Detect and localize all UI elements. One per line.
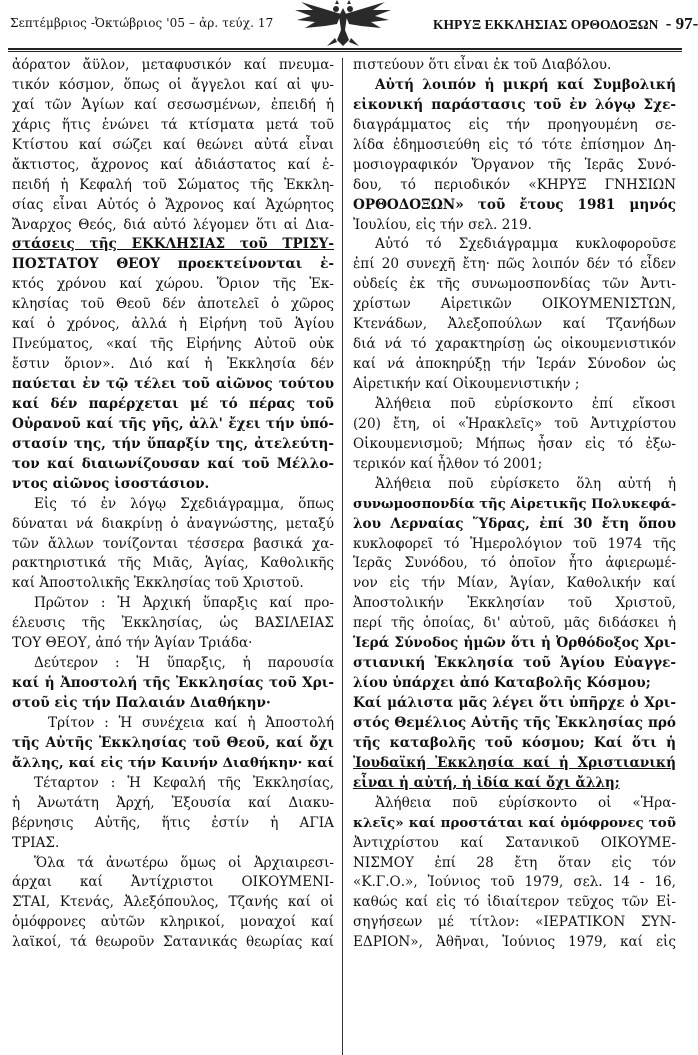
text-line: παύεται ἐν τῷ τέλει τοῦ αἰῶνος τούτου — [12, 376, 334, 392]
text-line: Αὐτή λοιπόν ἡ μικρή καί Συμβολική — [375, 76, 676, 93]
text-line: καθώς καί εἰς τό ἰδιαίτερον τεῦχος τῶν Εἰ- — [353, 894, 676, 911]
text-line: ΤΡΙΑΣ. — [12, 834, 60, 851]
text-line: Ἀλήθεια ποῦ εὑρίσκοντο οἱ «Ἡρα- — [375, 794, 676, 811]
text-line: καί νά ἀποκηρύξῃ τήν Ἱεράν Σύνοδον ὡς — [353, 356, 676, 373]
text-line: διαγράμματος εἰς τήν προηγουμένη σε- — [353, 116, 676, 133]
text-line: Οἰκουμενισμοῦ; Μήπως ἦσαν εἰς τό ἐξω- — [353, 435, 676, 452]
text-line: ΤΟΥ ΘΕΟΥ, ἀπό τήν Ἁγίαν Τριάδα· — [12, 635, 253, 652]
right-column — [353, 56, 676, 953]
text-line: διά νά τό χαρακτηρίσῃ ὡς οἰκουμενιστικόν — [353, 336, 676, 353]
text-line: τῆς καταβολῆς τοῦ κόσμου; Καί ὅτι ἡ — [353, 734, 676, 751]
text-line: οὐδείς ἐκ τῆς συνωμοσπονδίας τῶν Ἀντι- — [353, 276, 676, 293]
page-header — [0, 0, 698, 50]
text-line: κλησίας τοῦ Θεοῦ δέν ἀποτελεῖ ὁ χῶρος — [12, 296, 334, 313]
text-line: σίας εἶναι Αὐτός ὁ Ἄχρονος καί Ἀχώρητος — [12, 196, 334, 213]
text-line: Καί μάλιστα μᾶς λέγει ὅτι ὑπῆρχε ὁ Χρι- — [353, 695, 676, 711]
text-line: Ἀποστολικήν Ἐκκλησίαν τοῦ Χριστοῦ, — [353, 595, 676, 612]
publication-title — [433, 14, 698, 34]
text-line: ΣΤΑΙ, Κτενάς, Ἀλεξόπουλος, Τζανής καί οἱ — [12, 894, 334, 911]
text-line: πειδή ἡ Κεφαλή τοῦ Σώματος τῆς Ἐκκλη- — [12, 176, 334, 193]
text-line: Ἰουλίου, εἰς τήν σελ. 219. — [353, 216, 532, 233]
text-line: στός Θεμέλιος Αὐτῆς τῆς Ἐκκλησίας πρό — [353, 714, 676, 731]
publication-name: ΚΗΡΥΞ ΕΚΚΛΗΣΙΑΣ ΟΡΘΟΔΟΞΩΝ — [433, 17, 659, 32]
text-line: ντος αἰῶνος ἰσοστάσιον. — [12, 475, 210, 492]
text-line: δου, τό περιοδικόν «ΚΗΡΥΞ ΓΝΗΣΙΩΝ — [353, 176, 676, 193]
text-line: κτός χρόνου καί χώρου. Ὅριον τῆς Ἐκ- — [12, 276, 334, 293]
text-line: λαϊκοί, τά θεωροῦν Σατανικάς θεωρίας καί — [12, 934, 334, 951]
text-line: Πνεύματος, «καί τῆς Εἰρήνης Αὐτοῦ οὐκ — [12, 336, 334, 353]
text-line: Ἀλήθεια ποῦ εὑρίσκοντο ἐπί εἴκοσι — [375, 395, 676, 412]
column-divider — [342, 58, 343, 1055]
page-number: - 97- — [665, 14, 698, 33]
text-line: Αἱρετικήν καί Οἰκουμενιστικήν ; — [353, 376, 580, 392]
text-line: καί ὁ χρόνος, ἀλλά ἡ Εἰρήνη τοῦ Ἁγίου — [12, 316, 334, 333]
text-line: χρίστων Αἱρετικῶν ΟΙΚΟΥΜΕΝΙΣΤΩΝ, — [353, 296, 676, 313]
text-line: στιανική Ἐκκλησία τοῦ Ἁγίου Εὐαγγε- — [353, 655, 676, 672]
text-line: καί δέν παρέρχεται μέ τό πέρας τοῦ — [12, 395, 334, 412]
text-line: βέρνησις Αὐτῆς, ἥτις ἐστίν ἡ ΑΓΙΑ — [12, 814, 334, 831]
text-line: σηγήσεων μέ τίτλον: «ΙΕΡΑΤΙΚΟΝ ΣΥΝ- — [353, 914, 676, 931]
issue-date-label: Σεπτέμβριος -Ὀκτώβριος '05 – ἀρ. τεύχ. 17 — [10, 16, 274, 30]
text-line: συνωμοσπονδία τῆς Αἱρετικῆς Πολυκεφά- — [353, 496, 677, 512]
text-line: χάρις ἥτις ἑνώνει τά κτίσματα μετά τοῦ — [12, 116, 334, 133]
text-line: νον εἰς τήν Μίαν, Ἁγίαν, Καθολικήν καί — [353, 575, 676, 592]
text-line: Δεύτερον : Ἡ ὕπαρξις, ἡ παρουσία — [34, 655, 334, 672]
text-line: ρακτηριστικά τῆς Μιᾶς, Ἁγίας, Καθολικῆς — [12, 555, 334, 572]
text-line: Κτίστου καί σώζει καί θεώνει αὐτά εἶναι — [12, 136, 334, 153]
text-line: κυκλοφορεῖ τό Ἡμερολόγιον τοῦ 1974 τῆς — [353, 535, 676, 552]
text-line: ἐπί 20 συνεχῆ ἔτη· πῶς λοιπόν δέν τό εἶδεν — [353, 256, 676, 273]
text-line: «Κ.Γ.Ο.», Ἰούνιος τοῦ 1979, σελ. 14 - 16, — [353, 874, 676, 891]
text-line: μοσιογραφικόν Ὄργανον τῆς Ἱερᾶς Συνό- — [353, 156, 676, 173]
text-line: στάσεις τῆς ΕΚΚΛΗΣΙΑΣ τοῦ ΤΡΙΣΥ- — [12, 236, 334, 253]
text-line: ὁμόφρονες αὐτῶν κληρικοί, μοναχοί καί — [12, 914, 334, 931]
text-line: Αὐτό τό Σχεδιάγραμμα κυκλοφοροῦσε — [375, 236, 676, 253]
double-headed-eagle-emblem — [291, 0, 395, 48]
header-rule — [8, 48, 682, 50]
text-line: ΕΔΡΙΟΝ», Ἀθῆναι, Ἰούνιος 1979, καί εἰς — [353, 934, 676, 951]
text-line: στασίν της, τήν ὕπαρξίν της, ἀτελεύτη- — [12, 435, 334, 452]
text-line: ἄκτιστος, ἄχρονος καί ἀδιάστατος καί ἐ- — [12, 156, 334, 173]
text-line: ἔστιν ὅριον». Διό καί ἡ Ἐκκλησία δέν — [12, 356, 334, 373]
text-line: καί Ἀποστολικῆς Ἐκκλησίας τοῦ Χριστοῦ. — [12, 575, 304, 592]
text-line: Ἱερά Σύνοδος ἡμῶν ὅτι ἡ Ὀρθόδοξος Χρι- — [353, 635, 676, 652]
text-line: λου Λερναίας Ὕδρας, ἐπί 30 ἔτη ὅπου — [353, 515, 676, 532]
text-line: ἡ Ἀνωτάτη Ἀρχή, Ἐξουσία καί Διακυ- — [12, 794, 334, 811]
text-line: λίδα ἐδημοσιεύθη εἰς τό τότε ἐπίσημον Δη- — [353, 136, 676, 153]
text-line: τον καί διαιωνίζουσαν καί τοῦ Μέλλο- — [12, 455, 334, 472]
text-line: Τέταρτον : Ἡ Κεφαλή τῆς Ἐκκλησίας, — [34, 774, 334, 791]
text-line: τῶν ἄλλων τονίζονται τέσσερα βασικά χα- — [12, 535, 334, 552]
text-line: καί ἡ Ἀποστολή τῆς Ἐκκλησίας τοῦ Χρι- — [12, 675, 334, 692]
text-line: Εἰς τό ἐν λόγῳ Σχεδιάγραμμα, ὅπως — [34, 495, 334, 512]
text-line: ἀόρατον ἄϋλον, μεταφυσικόν καί πνευμα- — [12, 57, 334, 73]
text-line: άρχαι καί Ἀντίχριστοι ΟΙΚΟΥΜΕΝΙ- — [12, 874, 334, 891]
text-line: Ἀλήθεια ποῦ εὑρίσκετο ὅλη αὐτή ἡ — [375, 475, 676, 492]
text-line: Ἄναρχος Θεός, διά αὐτό λέγομεν ὅτι αἱ Δια- — [12, 216, 334, 233]
text-line: χαί τῶν Ἁγίων καί σεσωσμένων, ἐπειδή ἡ — [12, 96, 334, 113]
text-line: Ἰουδαϊκή Ἐκκλησία καί ἡ Χριστιανική — [353, 754, 676, 771]
text-line: κλεῖς» καί προστάται καί ὁμόφρονες τοῦ — [353, 814, 676, 831]
text-line: Ἱερᾶς Συνόδου, τό ὁποῖον ἦτο ἀφιερωμέ- — [353, 555, 676, 572]
left-column — [12, 56, 334, 953]
text-line: Τρίτον : Ἡ συνέχεια καί ἡ Ἀποστολή — [48, 714, 334, 731]
text-line: ΟΡΘΟΔΟΞΩΝ» τοῦ ἔτους 1981 μηνός — [353, 196, 676, 213]
text-line: Ἀντιχρίστου καί Σατανικοῦ ΟΙΚΟΥΜΕ- — [353, 834, 676, 851]
text-line: δύναται νά διακρίνῃ ὁ ἀναγνώστης, μεταξύ — [12, 515, 334, 532]
text-line: εἶναι ἡ αὐτή, ἡ ἰδία καί ὄχι ἄλλη; — [353, 774, 620, 791]
text-line: (20) ἔτη, οἱ «Ἡρακλεῖς» τοῦ Ἀντιχρίστου — [353, 415, 676, 432]
text-line: τικόν κόσμον, ὅπως οἱ ἄγγελοι καί αἱ ψυ- — [12, 76, 334, 93]
text-line: στοῦ εἰς τήν Παλαιάν Διαθήκην· — [12, 695, 271, 711]
text-line: ΝΙΣΜΟΥ ἐπί 28 ἔτη ὅταν εἰς τόν — [353, 854, 676, 871]
text-line: εἰκονική παράστασις τοῦ ἐν λόγῳ Σχε- — [353, 96, 676, 113]
text-line: έλευσις τῆς Ἐκκλησίας, ὡς ΒΑΣΙΛΕΙΑΣ — [12, 615, 334, 632]
text-line: Ὅλα τά ἀνωτέρω ὅμως οἱ Ἀρχιαιρεσι- — [34, 854, 334, 871]
text-line: ΠΟΣΤΑΤΟΥ ΘΕΟΥ προεκτείνονται ἐ- — [12, 256, 334, 273]
text-line: Κτενάδων, Ἀλεξοπούλων καί Τζανήδων — [353, 316, 676, 333]
text-line: ἄλλης, καί εἰς τήν Καινήν Διαθήκην· καί — [12, 754, 334, 771]
text-line: τερικόν καί ἦλθον τό 2001; — [353, 455, 543, 472]
text-line: πιστεύουν ὅτι εἶναι ἐκ τοῦ Διαβόλου. — [353, 57, 612, 73]
text-line: Οὐρανοῦ καί τῆς γῆς, ἀλλ' ἔχει τήν ὑπό- — [12, 415, 334, 432]
text-line: λίου ὑπάρχει ἀπό Καταβολῆς Κόσμου; — [353, 675, 651, 692]
header-rule-thin — [8, 51, 682, 52]
text-line: περί τῆς ὁποίας, δι' αὐτοῦ, μᾶς διδάσκει ἡ — [353, 615, 676, 632]
text-line: Πρῶτον : Ἡ Ἀρχική ὕπαρξις καί προ- — [34, 595, 334, 612]
text-line: τῆς Αὐτῆς Ἐκκλησίας τοῦ Θεοῦ, καί ὄχι — [12, 734, 334, 751]
